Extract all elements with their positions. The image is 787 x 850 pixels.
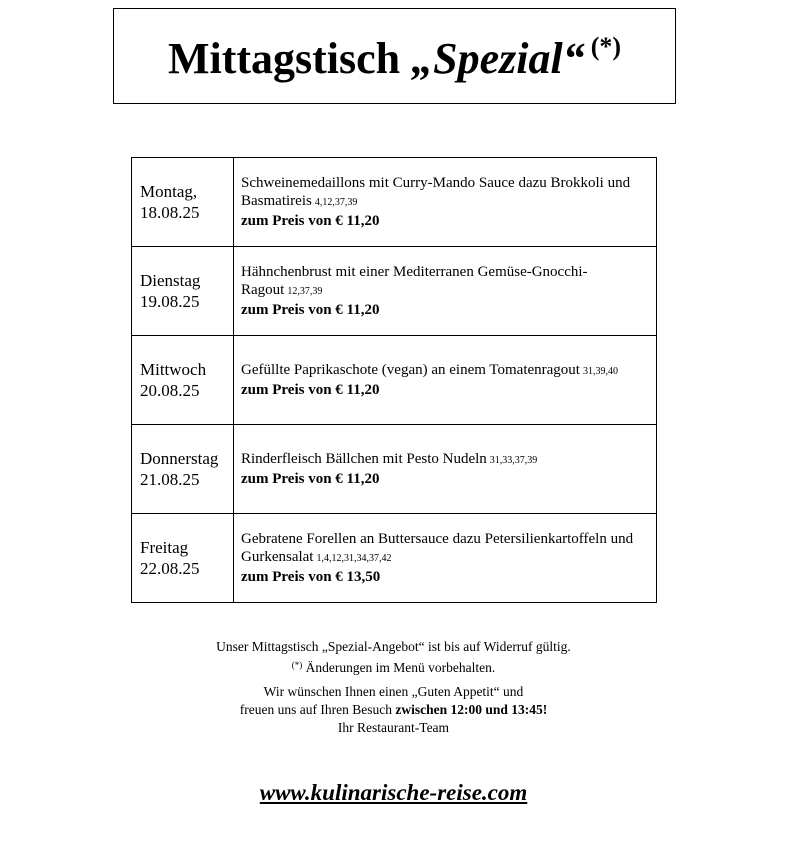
dish-text: Gebratene Forellen an Buttersauce dazu Petersilienkartoffeln und Gurkensalat (241, 531, 634, 565)
day-name: Freitag (140, 538, 189, 557)
dish-text: Schweinemedaillons mit Curry-Mando Sauce dazu Brokkoli und Basmatireis (241, 175, 631, 209)
menu-row-friday (132, 514, 657, 603)
dish-price: zum Preis von € 11,20 (241, 471, 380, 487)
title-box (113, 8, 676, 104)
dish-cell (234, 425, 657, 514)
dish-text: Gefüllte Paprikaschote (vegan) an einem Tomatenragout (241, 362, 580, 378)
allergen-codes: 12,37,39 (287, 286, 323, 297)
day-cell (132, 336, 234, 425)
menu-row-tuesday (132, 247, 657, 336)
menu-row-thursday (132, 425, 657, 514)
day-date: 21.08.25 (140, 470, 200, 489)
menu-row-monday (132, 158, 657, 247)
signature-line: Ihr Restaurant-Team (337, 720, 450, 735)
footer-notes (0, 638, 787, 737)
dish-cell (234, 158, 657, 247)
dish-price: zum Preis von € 11,20 (241, 302, 380, 318)
day-cell (132, 158, 234, 247)
opening-hours-prefix: freuen uns auf Ihren Besuch (239, 702, 396, 717)
day-date: 20.08.25 (140, 381, 200, 400)
dish-price: zum Preis von € 11,20 (241, 213, 380, 229)
menu-table (131, 157, 657, 603)
day-cell (132, 514, 234, 603)
page-title (168, 28, 621, 84)
dish-text: Rinderfleisch Bällchen mit Pesto Nudeln (241, 451, 487, 467)
dish-text: Hähnchenbrust mit einer Mediterranen Gemüse-Gnocchi-Ragout (241, 264, 588, 298)
dish-price: zum Preis von € 11,20 (241, 382, 380, 398)
day-name: Mittwoch (140, 360, 207, 379)
dish-cell (234, 514, 657, 603)
dish-cell (234, 247, 657, 336)
title-star: (*) (590, 32, 622, 61)
changes-star: (*) (291, 660, 303, 670)
day-cell (132, 425, 234, 514)
allergen-codes: 31,33,37,39 (489, 455, 538, 466)
changes-note (0, 656, 787, 677)
website-link[interactable]: www.kulinarische-reise.com (259, 780, 528, 805)
title-special: „Spezial“ (411, 34, 585, 83)
day-name: Donnerstag (140, 449, 219, 468)
allergen-codes: 31,39,40 (582, 366, 618, 377)
allergen-codes: 4,12,37,39 (314, 197, 358, 208)
title-main: Mittagstisch (167, 34, 412, 83)
opening-hours-time: zwischen 12:00 und 13:45! (395, 702, 548, 717)
day-date: 19.08.25 (140, 292, 200, 311)
opening-hours-line (0, 701, 787, 719)
validity-note: Unser Mittagstisch „Spezial-Angebot“ ist bis auf Widerruf gültig. (216, 639, 571, 654)
day-date: 18.08.25 (140, 203, 200, 222)
day-name: Montag, (140, 182, 198, 201)
dish-price: zum Preis von € 13,50 (241, 569, 381, 585)
dish-cell (234, 336, 657, 425)
menu-row-wednesday (132, 336, 657, 425)
day-name: Dienstag (140, 271, 201, 290)
allergen-codes: 1,4,12,31,34,37,42 (316, 553, 392, 564)
day-cell (132, 247, 234, 336)
changes-text: Änderungen im Menü vorbehalten. (302, 660, 496, 675)
greeting-line: Wir wünschen Ihnen einen „Guten Appetit“ und (263, 684, 524, 699)
day-date: 22.08.25 (140, 559, 200, 578)
